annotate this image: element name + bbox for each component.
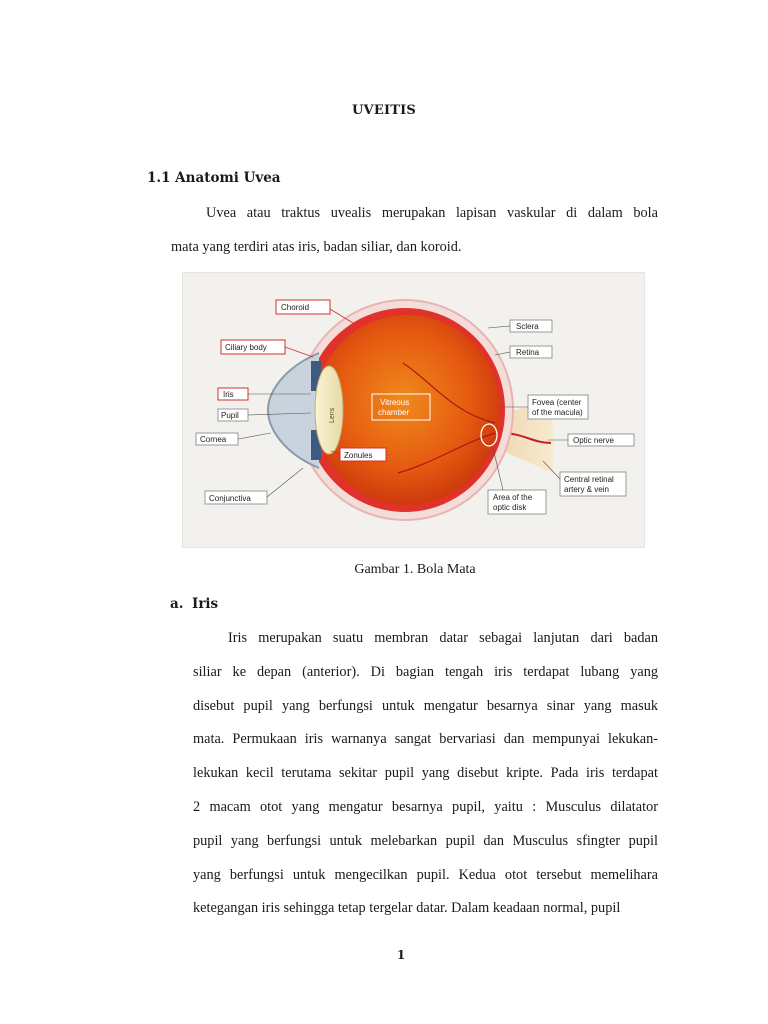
label-crav-1: Central retinal xyxy=(564,475,614,484)
label-retina-group xyxy=(495,346,552,358)
document-title: UVEITIS xyxy=(352,103,416,118)
label-choroid: Choroid xyxy=(281,303,310,312)
paragraph-line: pupil yang berfungsi untuk melebarkan pupil dan Musculus sfingter pupil xyxy=(193,832,658,849)
eye-anatomy-figure xyxy=(182,272,645,548)
label-conjunctiva: Conjunctiva xyxy=(209,494,251,503)
paragraph-line: mata yang terdiri atas iris, badan siliar, dan koroid. xyxy=(171,238,462,255)
intro-paragraph xyxy=(171,197,658,265)
paragraph-line: 2 macam otot yang mengatur besarnya pupil, yaitu : Musculus dilatator xyxy=(193,798,658,815)
label-optic-nerve: Optic nerve xyxy=(573,436,614,445)
label-ciliary-body: Ciliary body xyxy=(225,343,267,352)
label-zonules: Zonules xyxy=(344,451,373,460)
label-fovea-2: of the macula) xyxy=(532,408,583,417)
iris-paragraph xyxy=(193,622,658,926)
label-vitreous-1: Vitreous xyxy=(380,398,410,407)
section-heading: 1.1 Anatomi Uvea xyxy=(147,170,281,186)
subsection-title: Iris xyxy=(192,596,219,612)
label-optic-disk-1: Area of the xyxy=(493,493,533,502)
label-sclera: Sclera xyxy=(516,322,539,331)
paragraph-line: Uvea atau traktus uvealis merupakan lapisan vaskular di dalam bola xyxy=(206,205,658,221)
label-vitreous-2: chamber xyxy=(378,408,410,417)
figure-caption: Gambar 1. Bola Mata xyxy=(354,562,476,577)
label-fovea-1: Fovea (center xyxy=(532,398,582,407)
label-cornea-group xyxy=(196,433,271,445)
label-choroid-group xyxy=(276,300,353,323)
paragraph-line: siliar ke depan (anterior). Di bagian tengah iris terdapat lubang yang xyxy=(193,663,658,680)
label-optic-disk-2: optic disk xyxy=(493,503,527,512)
label-sclera-group xyxy=(488,320,552,332)
paragraph-line: ketegangan iris sehingga tetap tergelar datar. Dalam keadaan normal, pupil xyxy=(193,900,621,917)
label-cornea: Cornea xyxy=(200,435,227,444)
label-conjunctiva-group xyxy=(205,468,303,504)
label-ciliary-group xyxy=(221,340,313,357)
subsection-heading xyxy=(170,596,218,612)
paragraph-line: Iris merupakan suatu membran datar sebagai lanjutan dari badan xyxy=(228,630,658,646)
paragraph-line: lekukan kecil terutama sekitar pupil yang disebut kripte. Pada iris terdapat xyxy=(193,765,658,782)
label-iris: Iris xyxy=(223,390,234,399)
label-crav-2: artery & vein xyxy=(564,485,609,494)
label-crav-group xyxy=(543,461,626,496)
label-lens: Lens xyxy=(329,407,336,423)
paragraph-line: disebut pupil yang berfungsi untuk mengatur besarnya sinar yang masuk xyxy=(193,697,658,714)
label-retina: Retina xyxy=(516,348,540,357)
label-optic-nerve-group xyxy=(548,434,634,446)
eye-diagram xyxy=(183,273,644,547)
paragraph-line: yang berfungsi untuk mengecilkan pupil. Kedua otot tersebut memelihara xyxy=(193,866,658,883)
page-number: 1 xyxy=(396,948,406,962)
subsection-number: a. xyxy=(170,596,184,612)
paragraph-line: mata. Permukaan iris warnanya sangat bervariasi dan mempunyai lekukan- xyxy=(193,731,658,748)
label-pupil: Pupil xyxy=(221,411,239,420)
